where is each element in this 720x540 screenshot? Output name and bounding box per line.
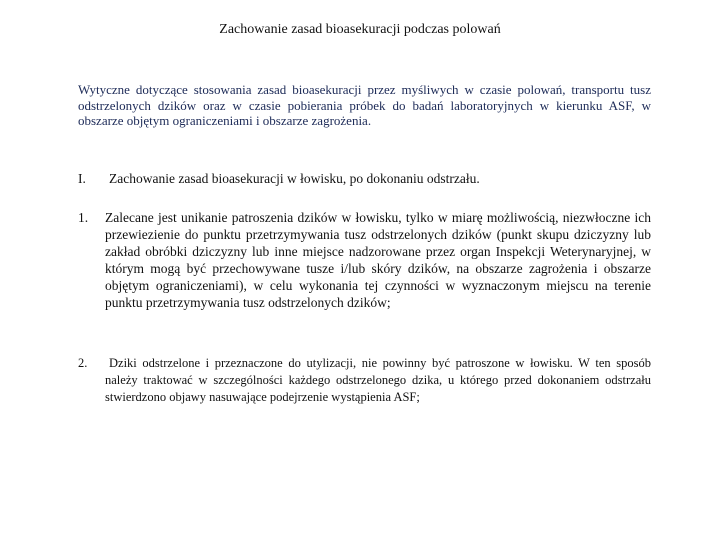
list-item-text: Zalecane jest unikanie patroszenia dzików w łowisku, tylko w miarę możliwością, niezwłoczne ich przewiezienie do punktu przetrzymywania tusz odstrzelonych dzików (punkt skupu dziczyzny lub zakład obróbki dziczyzny lub inne miejsce nadzorowane przez organ Inspekcji Weterynaryjnej, w którym mogą być przechowywane tusze i/lub skóry dzików, na obszarze zagrożenia i obszarze objętym ograniczeniami), w celu wykonania tej czynności w wyznaczonym miejscu na terenie punktu przetrzymywania tusz odstrzelonych dzików; — [105, 210, 651, 310]
section-title: Zachowanie zasad bioasekuracji w łowisku, po dokonaniu odstrzału. — [109, 171, 480, 186]
section-number: I. — [78, 171, 86, 186]
list-item-number: 2. — [78, 356, 88, 370]
document-title: Zachowanie zasad bioasekuracji podczas polowań — [219, 22, 501, 37]
intro-paragraph: Wytyczne dotyczące stosowania zasad bioasekuracji przez myśliwych w czasie polowań, transportu tusz odstrzelonych dzików oraz w czasie pobierania próbek do badań laboratoryjnych w kierunku ASF, w obszarze objętym ograniczeniami i obszarze zagrożenia. — [78, 82, 651, 128]
list-item-text: Dziki odstrzelone i przeznaczone do utylizacji, nie powinny być patroszone w łowisku. W ten sposób należy traktować w szczególności każdego odstrzelonego dzika, u którego przed dokonaniem odstrzału stwierdzono objawy nasuwające podejrzenie wystąpienia ASF; — [105, 356, 651, 404]
list-item-number: 1. — [78, 210, 89, 225]
